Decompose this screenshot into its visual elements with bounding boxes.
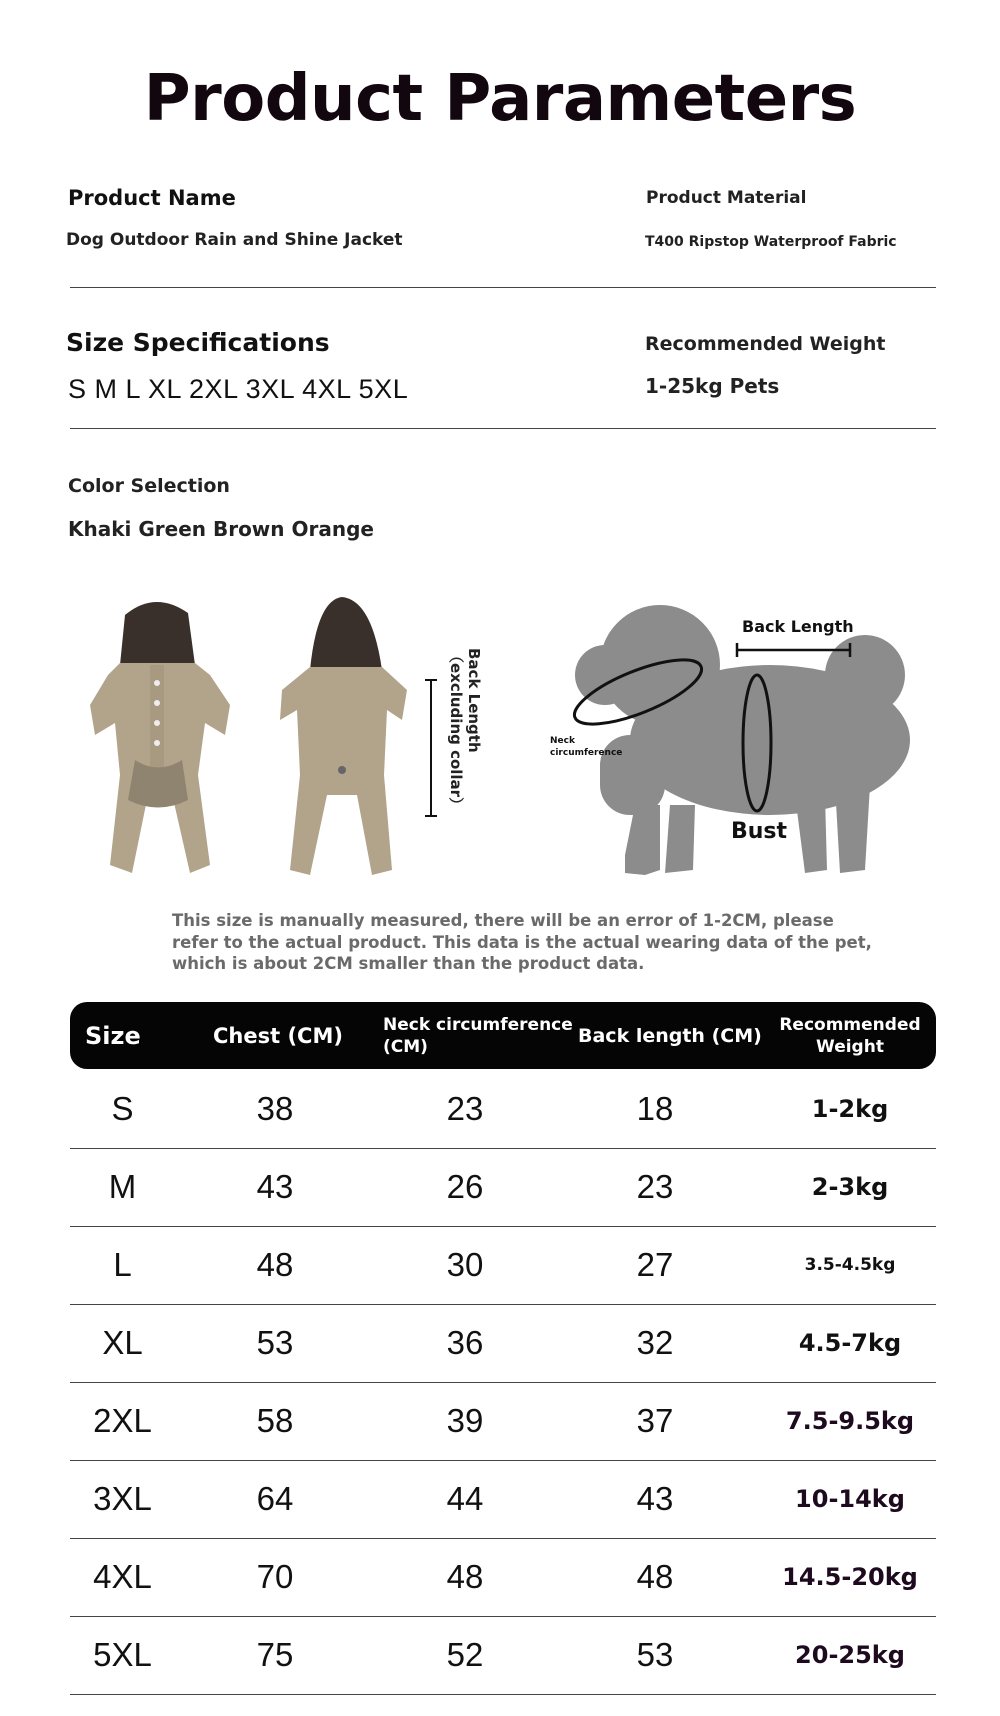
header-back: Back length (CM) [578, 1024, 762, 1047]
cell-size: 3XL [93, 1480, 152, 1517]
cell-neck: 36 [446, 1324, 484, 1361]
cell-size: 5XL [93, 1636, 152, 1673]
cell-neck: 44 [446, 1480, 484, 1517]
table-row [70, 1304, 936, 1383]
cell-weight: 14.5-20kg [782, 1563, 918, 1591]
table-row [70, 1460, 936, 1539]
measurement-note: This size is manually measured, there will be an error of 1-2CM, please refer to the actual product. This data is the actual wearing data of the pet, which is about 2CM smaller than the product data. [172, 911, 872, 973]
cell-chest: 48 [256, 1246, 294, 1283]
cell-size: 2XL [93, 1402, 152, 1439]
size-specs-label: Size Specifications [66, 328, 330, 357]
cell-back: 32 [636, 1324, 674, 1361]
cell-chest: 58 [256, 1402, 294, 1439]
product-material-value: T400 Ripstop Waterproof Fabric [645, 234, 897, 250]
back-length-vertical-label: Back Length（excluding collar） [447, 648, 483, 813]
cell-weight: 4.5-7kg [798, 1329, 902, 1357]
cell-weight: 3.5-4.5kg [804, 1255, 896, 1275]
cell-size: M [108, 1168, 137, 1205]
neck-label: Neck circumference [550, 736, 623, 758]
cell-back: 37 [636, 1402, 674, 1439]
divider [70, 287, 936, 288]
product-name-value: Dog Outdoor Rain and Shine Jacket [66, 230, 403, 250]
cell-neck: 52 [446, 1636, 484, 1673]
cell-chest: 43 [256, 1168, 294, 1205]
cell-back: 18 [636, 1090, 674, 1127]
cell-weight: 1-2kg [811, 1095, 889, 1123]
cell-neck: 26 [446, 1168, 484, 1205]
product-name-label: Product Name [68, 186, 236, 210]
color-selection-value: Khaki Green Brown Orange [68, 517, 374, 541]
recommended-weight-value: 1-25kg Pets [645, 374, 780, 398]
cell-weight: 2-3kg [811, 1173, 889, 1201]
cell-neck: 48 [446, 1558, 484, 1595]
cell-back: 48 [636, 1558, 674, 1595]
cell-chest: 70 [256, 1558, 294, 1595]
recommended-weight-label: Recommended Weight [645, 333, 886, 355]
cell-neck: 39 [446, 1402, 484, 1439]
size-specs-value: S M L XL 2XL 3XL 4XL 5XL [68, 374, 409, 404]
jacket-front-image [70, 595, 245, 880]
size-table-header [70, 1002, 936, 1069]
table-row [70, 1070, 936, 1149]
cell-size: S [111, 1090, 134, 1127]
cell-size: L [113, 1246, 132, 1283]
back-length-label: Back Length [742, 617, 854, 636]
cell-back: 23 [636, 1168, 674, 1205]
cell-back: 53 [636, 1636, 674, 1673]
cell-chest: 64 [256, 1480, 294, 1517]
cell-weight: 10-14kg [795, 1485, 905, 1513]
table-row [70, 1226, 936, 1305]
cell-chest: 38 [256, 1090, 294, 1127]
cell-back: 27 [636, 1246, 674, 1283]
table-row [70, 1148, 936, 1227]
product-material-label: Product Material [646, 188, 807, 208]
cell-chest: 75 [256, 1636, 294, 1673]
cell-weight: 20-25kg [795, 1641, 905, 1669]
cell-back: 43 [636, 1480, 674, 1517]
table-row [70, 1538, 936, 1617]
header-neck: Neck circumference (CM) [383, 1014, 573, 1057]
header-size: Size [85, 1021, 141, 1050]
page-title: Product Parameters [143, 62, 857, 136]
cell-size: 4XL [93, 1558, 152, 1595]
table-row [70, 1382, 936, 1461]
back-length-marker [424, 678, 438, 818]
table-row [70, 1616, 936, 1695]
cell-chest: 53 [256, 1324, 294, 1361]
cell-neck: 23 [446, 1090, 484, 1127]
header-chest: Chest (CM) [213, 1023, 343, 1048]
header-weight: Recommended Weight [779, 1014, 921, 1057]
bust-label: Bust [731, 819, 788, 844]
divider [70, 428, 936, 429]
color-selection-label: Color Selection [68, 475, 230, 497]
cell-size: XL [102, 1324, 143, 1361]
jacket-back-image [262, 595, 420, 880]
cell-neck: 30 [446, 1246, 484, 1283]
cell-weight: 7.5-9.5kg [785, 1407, 915, 1435]
